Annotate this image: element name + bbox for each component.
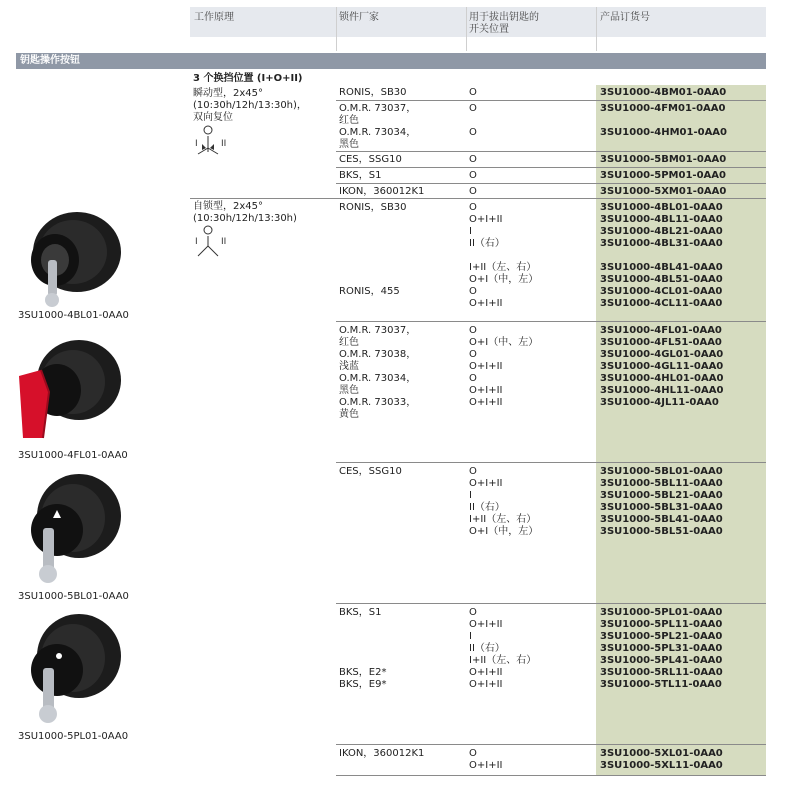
order-code: 3SU1000-4BL31-0AA0 — [600, 238, 723, 249]
order-code-cell — [600, 748, 765, 772]
manufacturer-cell — [339, 607, 464, 691]
order-code-cell — [600, 154, 765, 166]
order-code: 3SU1000-5TL11-0AA0 — [600, 679, 722, 690]
order-code: 3SU1000-4JL11-0AA0 — [600, 397, 719, 408]
manufacturer-line: BKS，S1 — [339, 170, 382, 181]
manufacturer-cell — [339, 154, 464, 166]
manufacturer-line — [339, 250, 464, 262]
order-code: 3SU1000-5BL01-0AA0 — [600, 466, 723, 477]
order-code: 3SU1000-4HL01-0AA0 — [600, 373, 724, 384]
position-line: O+I+II — [469, 679, 503, 690]
order-code: 3SU1000-5PL01-0AA0 — [600, 607, 723, 618]
order-code: 3SU1000-5PM01-0AA0 — [600, 170, 726, 181]
key-switch-arrow-icon — [15, 466, 125, 590]
order-code: 3SU1000-4BM01-0AA0 — [600, 87, 727, 98]
position-line: I+II（左、右） — [469, 655, 537, 666]
position-cell — [469, 186, 594, 198]
row-divider — [336, 603, 766, 604]
position-line: O+I（中，左） — [469, 274, 539, 285]
key-switch-red-key-icon — [15, 326, 125, 446]
order-code: 3SU1000-4BL01-0AA0 — [600, 202, 723, 213]
manufacturer-line — [339, 274, 464, 286]
order-code-cell — [600, 87, 765, 99]
order-code — [600, 409, 765, 421]
position-cell — [469, 87, 594, 99]
manufacturer-line: CES，SSG10 — [339, 466, 402, 477]
manufacturer-line — [339, 262, 464, 274]
manufacturer-cell — [339, 103, 464, 151]
position-line: I — [469, 631, 472, 642]
position-cell — [469, 170, 594, 182]
header-divider — [466, 7, 467, 51]
position-line — [469, 409, 594, 421]
order-code: 3SU1000-5PL31-0AA0 — [600, 643, 723, 654]
manufacturer-line: 红色 — [339, 115, 359, 126]
order-code: 3SU1000-5XM01-0AA0 — [600, 186, 727, 197]
operation-line: 双向复位 — [193, 112, 233, 123]
order-code: 3SU1000-4BL21-0AA0 — [600, 226, 723, 237]
image-caption: 3SU1000-4FL01-0AA0 — [18, 450, 128, 461]
position-line: II（右） — [469, 238, 505, 249]
position-line: O+I（中，左） — [469, 526, 539, 537]
position-line: I — [469, 226, 472, 237]
order-code: 3SU1000-5BL41-0AA0 — [600, 514, 723, 525]
manufacturer-line: O.M.R. 73033， — [339, 397, 417, 408]
header-positions — [469, 12, 539, 36]
manufacturer-line: BKS，S1 — [339, 607, 382, 618]
position-cell — [469, 154, 594, 166]
position-line: O — [469, 186, 477, 197]
order-code: 3SU1000-4BL41-0AA0 — [600, 262, 723, 273]
section-subtitle: 3 个换挡位置 (I+O+II) — [193, 73, 303, 84]
order-code: 3SU1000-5BL21-0AA0 — [600, 490, 723, 501]
position-line: O+I+II — [469, 397, 503, 408]
table-bottom-rule — [336, 775, 766, 776]
momentary-3pos-symbol-icon — [194, 124, 240, 160]
order-code: 3SU1000-4BL51-0AA0 — [600, 274, 723, 285]
manufacturer-cell — [339, 325, 464, 421]
manufacturer-cell — [339, 202, 464, 310]
manufacturer-line: O.M.R. 73034， — [339, 373, 417, 384]
operation-type-momentary — [193, 88, 333, 124]
order-code-cell — [600, 202, 765, 310]
order-code — [600, 250, 765, 262]
position-cell — [469, 325, 594, 421]
order-code: 3SU1000-5RL11-0AA0 — [600, 667, 723, 678]
image-caption: 3SU1000-5BL01-0AA0 — [18, 591, 129, 602]
manufacturer-cell — [339, 170, 464, 182]
header-manufacturer: 锁件厂家 — [339, 12, 379, 23]
order-code: 3SU1000-4GL11-0AA0 — [600, 361, 724, 372]
header-divider — [336, 7, 337, 51]
manufacturer-line — [339, 655, 464, 667]
manufacturer-line: 黑色 — [339, 385, 359, 396]
order-code: 3SU1000-4HL11-0AA0 — [600, 385, 724, 396]
position-line: O+I（中、左） — [469, 337, 539, 348]
row-divider — [336, 321, 766, 322]
manufacturer-line: RONIS，SB30 — [339, 87, 407, 98]
manufacturer-line: RONIS，455 — [339, 286, 400, 297]
header-positions-line2: 开关位置 — [469, 24, 509, 35]
order-code: 3SU1000-4BL11-0AA0 — [600, 214, 723, 225]
manufacturer-line — [339, 238, 464, 250]
key-switch-black-icon — [15, 200, 125, 310]
header-order-number: 产品订货号 — [600, 12, 650, 23]
manufacturer-cell — [339, 466, 464, 478]
position-line: O+I+II — [469, 385, 503, 396]
order-code: 3SU1000-5XL11-0AA0 — [600, 760, 723, 771]
order-code: 3SU1000-4FL51-0AA0 — [600, 337, 722, 348]
manufacturer-line: CES，SSG10 — [339, 154, 402, 165]
position-line: O — [469, 154, 477, 165]
row-divider — [336, 462, 766, 463]
position-line: I+II（左、右） — [469, 514, 537, 525]
order-code — [600, 115, 765, 127]
order-code-cell — [600, 103, 765, 151]
manufacturer-line — [339, 298, 464, 310]
position-line: O — [469, 286, 477, 297]
table-header-gap — [190, 37, 766, 51]
row-divider — [336, 151, 766, 152]
position-line: O — [469, 349, 477, 360]
key-switch-round-icon — [15, 606, 125, 730]
position-cell — [469, 202, 594, 310]
order-code: 3SU1000-4FM01-0AA0 — [600, 103, 726, 114]
header-positions-line1: 用于拔出钥匙的 — [469, 12, 539, 23]
position-cell — [469, 103, 594, 151]
row-divider — [190, 198, 766, 199]
position-line: O — [469, 170, 477, 181]
row-divider — [336, 167, 766, 168]
manufacturer-line: O.M.R. 73038， — [339, 349, 417, 360]
manufacturer-line: 黄色 — [339, 409, 359, 420]
image-caption: 3SU1000-4BL01-0AA0 — [18, 310, 129, 321]
position-line: O+I+II — [469, 298, 503, 309]
position-line: O — [469, 127, 477, 138]
order-code — [600, 139, 765, 151]
manufacturer-line: BKS，E2* — [339, 667, 387, 678]
order-code-cell — [600, 466, 765, 538]
operation-line: 瞬动型，2x45° — [193, 88, 264, 99]
position-line: I — [469, 490, 472, 501]
position-line — [469, 139, 594, 151]
manufacturer-line — [339, 619, 464, 631]
manufacturer-line: O.M.R. 73034， — [339, 127, 417, 138]
header-operation: 工作原理 — [194, 12, 234, 23]
symbol-label: I — [195, 139, 198, 149]
order-code-cell — [600, 325, 765, 421]
position-line: O — [469, 607, 477, 618]
order-code: 3SU1000-5BL51-0AA0 — [600, 526, 723, 537]
order-code-cell — [600, 170, 765, 182]
operation-type-latching — [193, 201, 333, 225]
image-caption: 3SU1000-5PL01-0AA0 — [18, 731, 129, 742]
manufacturer-line — [339, 214, 464, 226]
position-line: O — [469, 202, 477, 213]
manufacturer-line: BKS，E9* — [339, 679, 387, 690]
manufacturer-line: 黑色 — [339, 139, 359, 150]
manufacturer-line: RONIS，SB30 — [339, 202, 407, 213]
position-cell — [469, 748, 594, 772]
position-line — [469, 250, 594, 262]
operation-line: (10:30h/12h/13:30h) — [193, 213, 297, 224]
row-divider — [336, 744, 766, 745]
position-line: O — [469, 466, 477, 477]
manufacturer-line: 红色 — [339, 337, 359, 348]
manufacturer-line: IKON，360012K1 — [339, 186, 425, 197]
order-code: 3SU1000-4HM01-0AA0 — [600, 127, 728, 138]
position-line: II（右） — [469, 643, 505, 654]
manufacturer-cell — [339, 748, 464, 760]
symbol-label: II — [221, 237, 227, 247]
order-code-cell — [600, 186, 765, 198]
order-code: 3SU1000-5BL31-0AA0 — [600, 502, 723, 513]
position-line: O — [469, 373, 477, 384]
symbol-label: I — [195, 237, 198, 247]
position-line: O+I+II — [469, 361, 503, 372]
manufacturer-line: O.M.R. 73037， — [339, 103, 417, 114]
position-line: O — [469, 325, 477, 336]
manufacturer-line — [339, 226, 464, 238]
position-line — [469, 115, 594, 127]
order-code: 3SU1000-5BM01-0AA0 — [600, 154, 727, 165]
manufacturer-line: O.M.R. 73037， — [339, 325, 417, 336]
position-line: O — [469, 87, 477, 98]
manufacturer-line — [339, 643, 464, 655]
order-code: 3SU1000-4FL01-0AA0 — [600, 325, 722, 336]
operation-line: 自锁型，2x45° — [193, 201, 264, 212]
position-line: II（右） — [469, 502, 505, 513]
order-code: 3SU1000-4GL01-0AA0 — [600, 349, 724, 360]
order-code: 3SU1000-5XL01-0AA0 — [600, 748, 723, 759]
section-bar — [16, 53, 766, 69]
position-line: O+I+II — [469, 619, 503, 630]
order-code: 3SU1000-4CL01-0AA0 — [600, 286, 723, 297]
manufacturer-line: IKON，360012K1 — [339, 748, 425, 759]
position-line: O+I+II — [469, 214, 503, 225]
order-code: 3SU1000-5PL11-0AA0 — [600, 619, 723, 630]
order-code: 3SU1000-4CL11-0AA0 — [600, 298, 723, 309]
header-divider — [596, 7, 597, 51]
position-line: O+I+II — [469, 760, 503, 771]
row-divider — [336, 183, 766, 184]
manufacturer-cell — [339, 186, 464, 198]
manufacturer-line — [339, 631, 464, 643]
latching-3pos-symbol-icon — [194, 224, 240, 262]
operation-line: (10:30h/12h/13:30h)， — [193, 100, 307, 111]
position-cell — [469, 466, 594, 538]
row-divider — [336, 100, 766, 101]
position-line: O+I+II — [469, 478, 503, 489]
manufacturer-cell — [339, 87, 464, 99]
position-line: O+I+II — [469, 667, 503, 678]
section-title: 钥匙操作按钮 — [20, 55, 80, 66]
order-code: 3SU1000-5PL21-0AA0 — [600, 631, 723, 642]
position-cell — [469, 607, 594, 691]
position-line: O — [469, 748, 477, 759]
position-line: I+II（左、右） — [469, 262, 537, 273]
manufacturer-line: 浅蓝 — [339, 361, 359, 372]
order-code: 3SU1000-5BL11-0AA0 — [600, 478, 723, 489]
symbol-label: II — [221, 139, 227, 149]
position-line: O — [469, 103, 477, 114]
order-code: 3SU1000-5PL41-0AA0 — [600, 655, 723, 666]
order-code-cell — [600, 607, 765, 691]
